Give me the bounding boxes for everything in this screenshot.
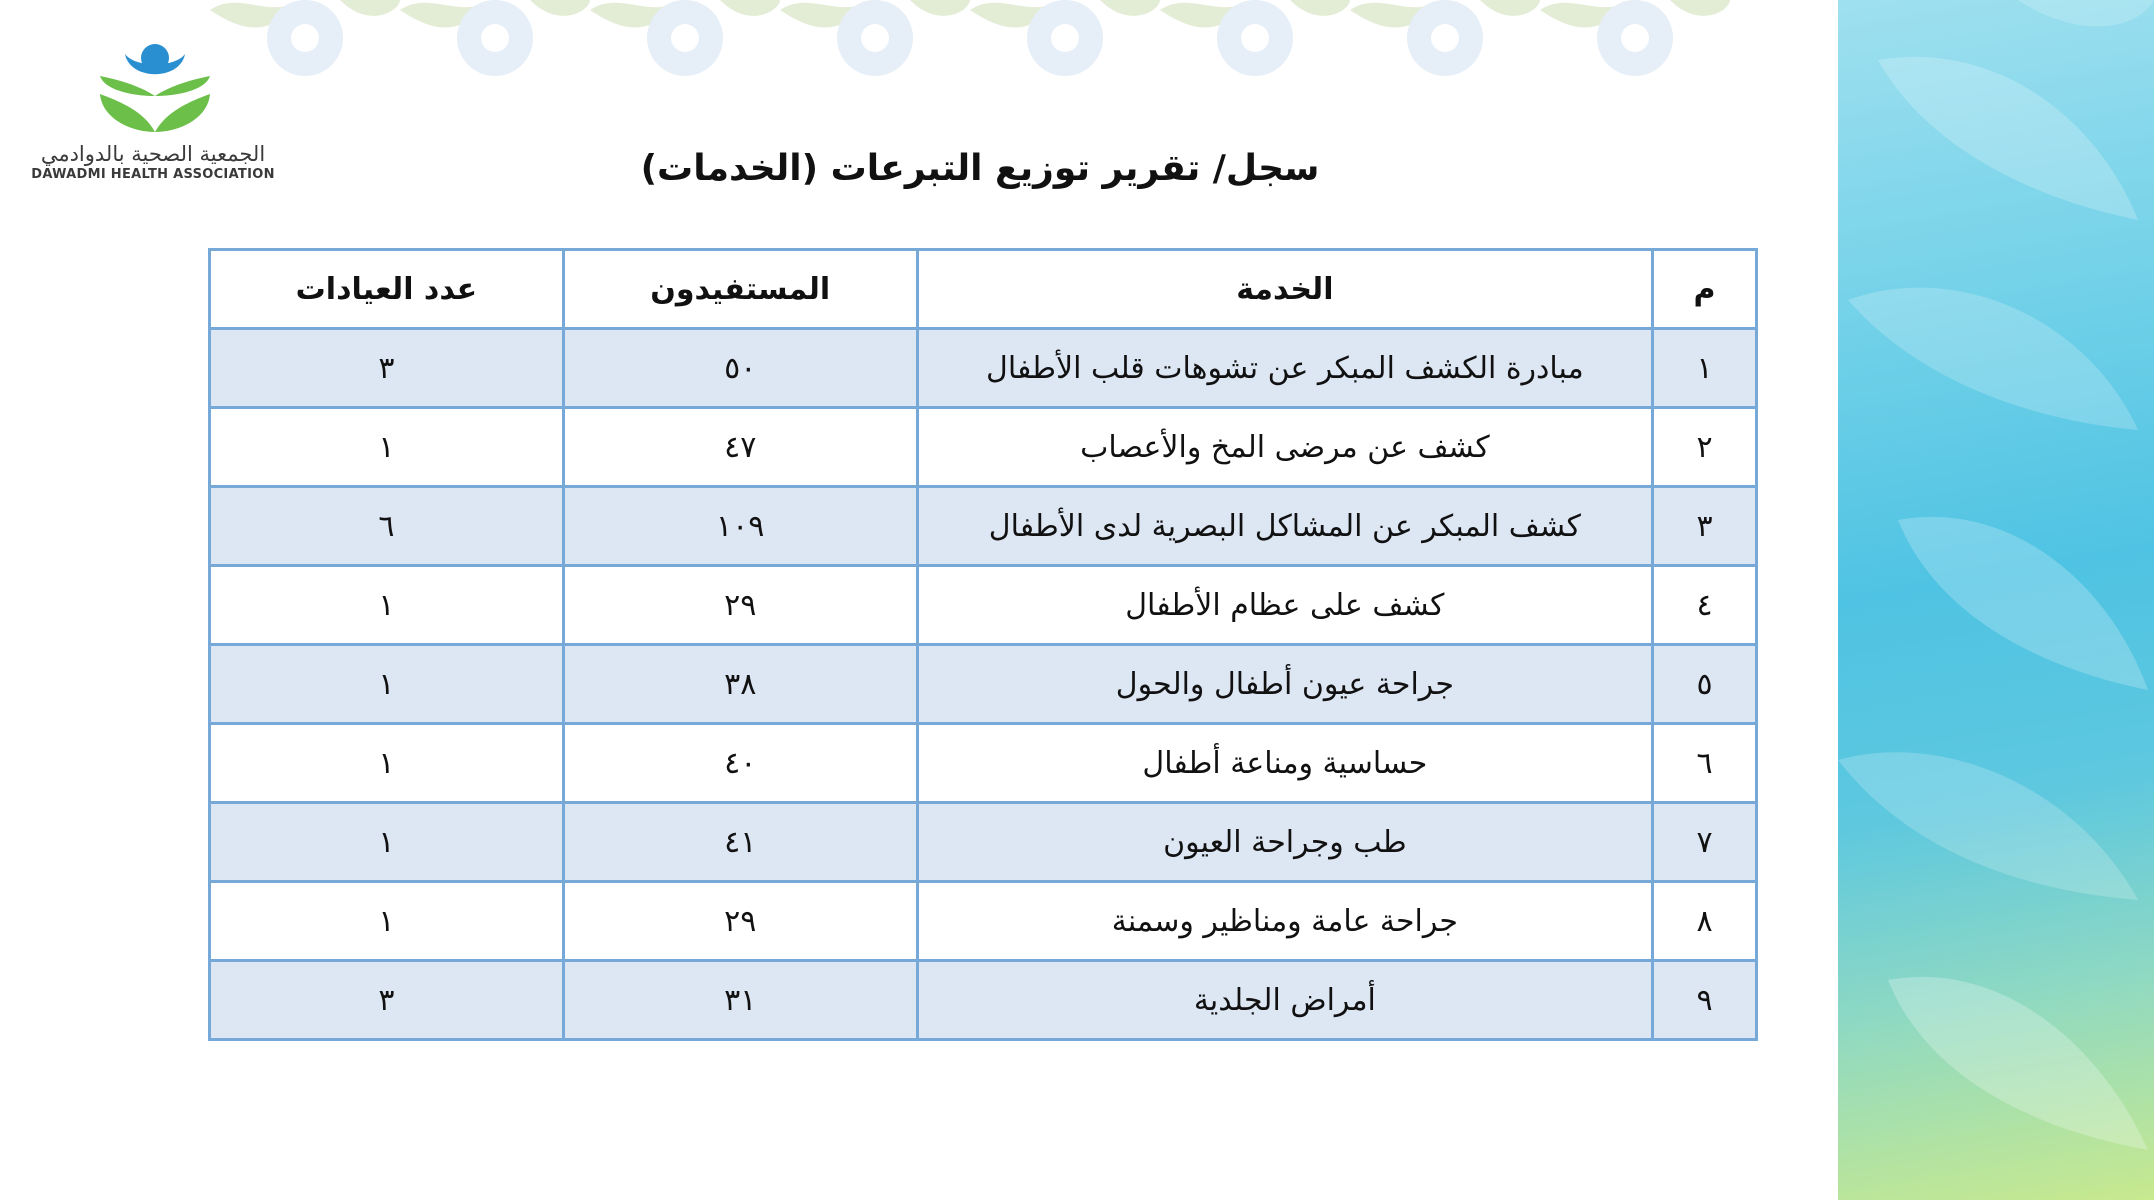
services-table xyxy=(208,248,1758,1041)
cell-num: ٧ xyxy=(1653,803,1757,882)
table-row xyxy=(210,329,1757,408)
cell-beneficiaries: ٤١ xyxy=(563,803,917,882)
table-row xyxy=(210,724,1757,803)
cell-service: أمراض الجلدية xyxy=(917,961,1652,1040)
top-decorative-band xyxy=(210,0,1800,86)
cell-clinics: ١ xyxy=(210,645,564,724)
header-num: م xyxy=(1653,250,1757,329)
cell-clinics: ٣ xyxy=(210,329,564,408)
cell-beneficiaries: ٤٠ xyxy=(563,724,917,803)
leaf-pattern-icon xyxy=(1838,0,2154,1200)
cell-num: ٨ xyxy=(1653,882,1757,961)
table-row xyxy=(210,408,1757,487)
table-row xyxy=(210,961,1757,1040)
cell-beneficiaries: ٣٨ xyxy=(563,645,917,724)
cell-service: حساسية ومناعة أطفال xyxy=(917,724,1652,803)
cell-beneficiaries: ١٠٩ xyxy=(563,487,917,566)
services-table-container xyxy=(208,248,1758,1033)
cell-clinics: ١ xyxy=(210,882,564,961)
header-clinics: عدد العيادات xyxy=(210,250,564,329)
cell-beneficiaries: ٥٠ xyxy=(563,329,917,408)
cell-beneficiaries: ٣١ xyxy=(563,961,917,1040)
table-row xyxy=(210,803,1757,882)
cell-service: كشف عن مرضى المخ والأعصاب xyxy=(917,408,1652,487)
cell-beneficiaries: ٤٧ xyxy=(563,408,917,487)
cell-service: جراحة عيون أطفال والحول xyxy=(917,645,1652,724)
cell-clinics: ١ xyxy=(210,803,564,882)
cell-beneficiaries: ٢٩ xyxy=(563,882,917,961)
cell-num: ٤ xyxy=(1653,566,1757,645)
logo-emblem-icon xyxy=(80,36,230,136)
cell-num: ٣ xyxy=(1653,487,1757,566)
cell-clinics: ١ xyxy=(210,724,564,803)
logo-name-arabic: الجمعية الصحية بالدوادمي xyxy=(40,142,266,166)
table-row xyxy=(210,882,1757,961)
cell-service: طب وجراحة العيون xyxy=(917,803,1652,882)
logo-name-english: DAWADMI HEALTH ASSOCIATION xyxy=(31,167,275,182)
cell-clinics: ١ xyxy=(210,408,564,487)
cell-service: مبادرة الكشف المبكر عن تشوهات قلب الأطفال xyxy=(917,329,1652,408)
ornament-pattern-icon xyxy=(210,0,1800,86)
cell-service: كشف على عظام الأطفال xyxy=(917,566,1652,645)
cell-service: كشف المبكر عن المشاكل البصرية لدى الأطفال xyxy=(917,487,1652,566)
table-row xyxy=(210,487,1757,566)
cell-num: ٢ xyxy=(1653,408,1757,487)
cell-num: ٥ xyxy=(1653,645,1757,724)
cell-num: ١ xyxy=(1653,329,1757,408)
cell-clinics: ٦ xyxy=(210,487,564,566)
cell-num: ٦ xyxy=(1653,724,1757,803)
table-header-row xyxy=(210,250,1757,329)
header-service: الخدمة xyxy=(917,250,1652,329)
cell-service: جراحة عامة ومناظير وسمنة xyxy=(917,882,1652,961)
right-decorative-panel xyxy=(1838,0,2154,1200)
cell-clinics: ٣ xyxy=(210,961,564,1040)
cell-beneficiaries: ٢٩ xyxy=(563,566,917,645)
table-row xyxy=(210,645,1757,724)
page-title: سجل/ تقرير توزيع التبرعات (الخدمات) xyxy=(640,148,1320,189)
cell-clinics: ١ xyxy=(210,566,564,645)
table-row xyxy=(210,566,1757,645)
cell-num: ٩ xyxy=(1653,961,1757,1040)
header-beneficiaries: المستفيدون xyxy=(563,250,917,329)
association-logo xyxy=(18,36,288,186)
